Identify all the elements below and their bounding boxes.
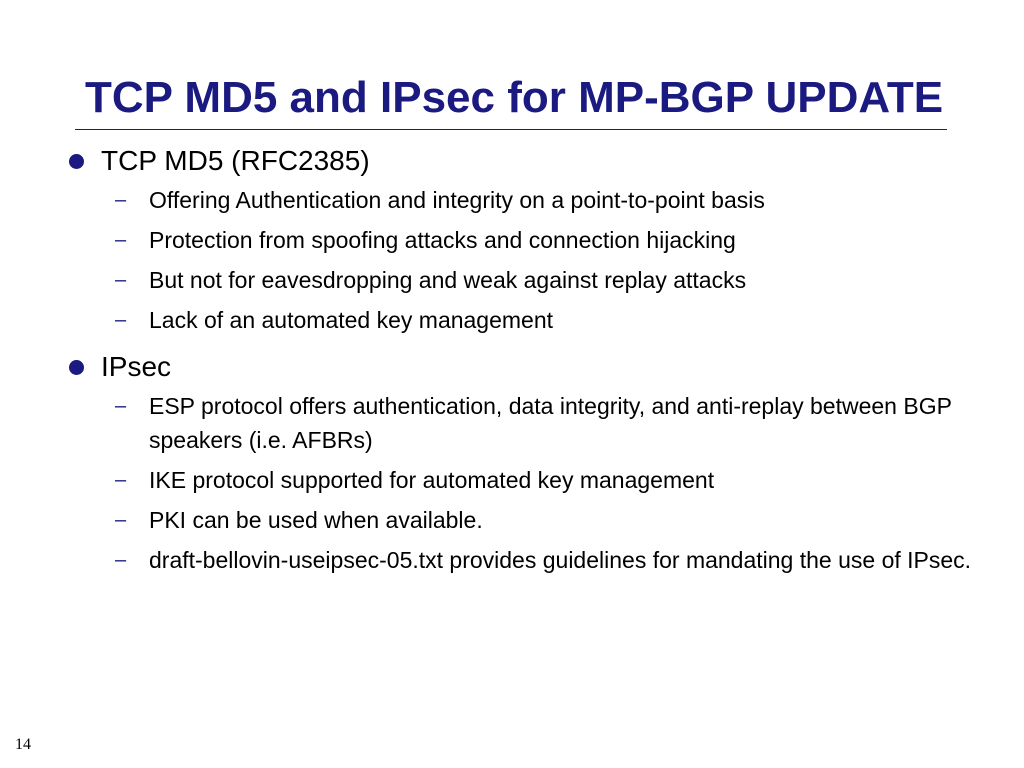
section-ipsec <box>63 345 1003 577</box>
sub-list <box>63 389 1003 577</box>
sub-item-text: IKE protocol supported for automated key management <box>149 467 715 493</box>
sub-item-text: draft-bellovin-useipsec-05.txt provides guidelines for mandating the use of IPsec. <box>149 547 972 573</box>
section-tcp-md5 <box>63 139 1003 337</box>
sub-item <box>115 223 1003 257</box>
sub-item <box>115 183 1003 217</box>
bullet-ipsec <box>63 345 1003 389</box>
bullet-dot-icon <box>69 360 84 375</box>
title-divider <box>75 129 947 130</box>
dash-icon: – <box>115 189 127 211</box>
dash-icon: – <box>115 549 127 571</box>
bullet-tcp-md5 <box>63 139 1003 183</box>
bullet-label: TCP MD5 (RFC2385) <box>101 145 370 176</box>
page-number: 14 <box>15 736 31 753</box>
sub-item-text: Protection from spoofing attacks and connection hijacking <box>149 227 736 253</box>
sub-item <box>115 463 1003 497</box>
sub-item <box>115 389 1003 457</box>
dash-icon: – <box>115 395 127 417</box>
sub-item <box>115 303 1003 337</box>
bullet-dot-icon <box>69 154 84 169</box>
sub-item-text: PKI can be used when available. <box>149 507 483 533</box>
sub-item <box>115 503 1003 537</box>
sub-item-text: ESP protocol offers authentication, data integrity, and anti-replay between BGP speakers (i.e. AFBRs) <box>149 393 952 453</box>
dash-icon: – <box>115 309 127 331</box>
slide-content <box>63 139 1003 585</box>
sub-item <box>115 263 1003 297</box>
dash-icon: – <box>115 509 127 531</box>
dash-icon: – <box>115 229 127 251</box>
slide-title: TCP MD5 and IPsec for MP-BGP UPDATE <box>85 73 944 122</box>
bullet-label: IPsec <box>101 351 172 382</box>
sub-list <box>63 183 1003 337</box>
dash-icon: – <box>115 469 127 491</box>
sub-item-text: But not for eavesdropping and weak against replay attacks <box>149 267 747 293</box>
sub-item-text: Offering Authentication and integrity on a point-to-point basis <box>149 187 765 213</box>
dash-icon: – <box>115 269 127 291</box>
sub-item-text: Lack of an automated key management <box>149 307 554 333</box>
sub-item <box>115 543 1003 577</box>
